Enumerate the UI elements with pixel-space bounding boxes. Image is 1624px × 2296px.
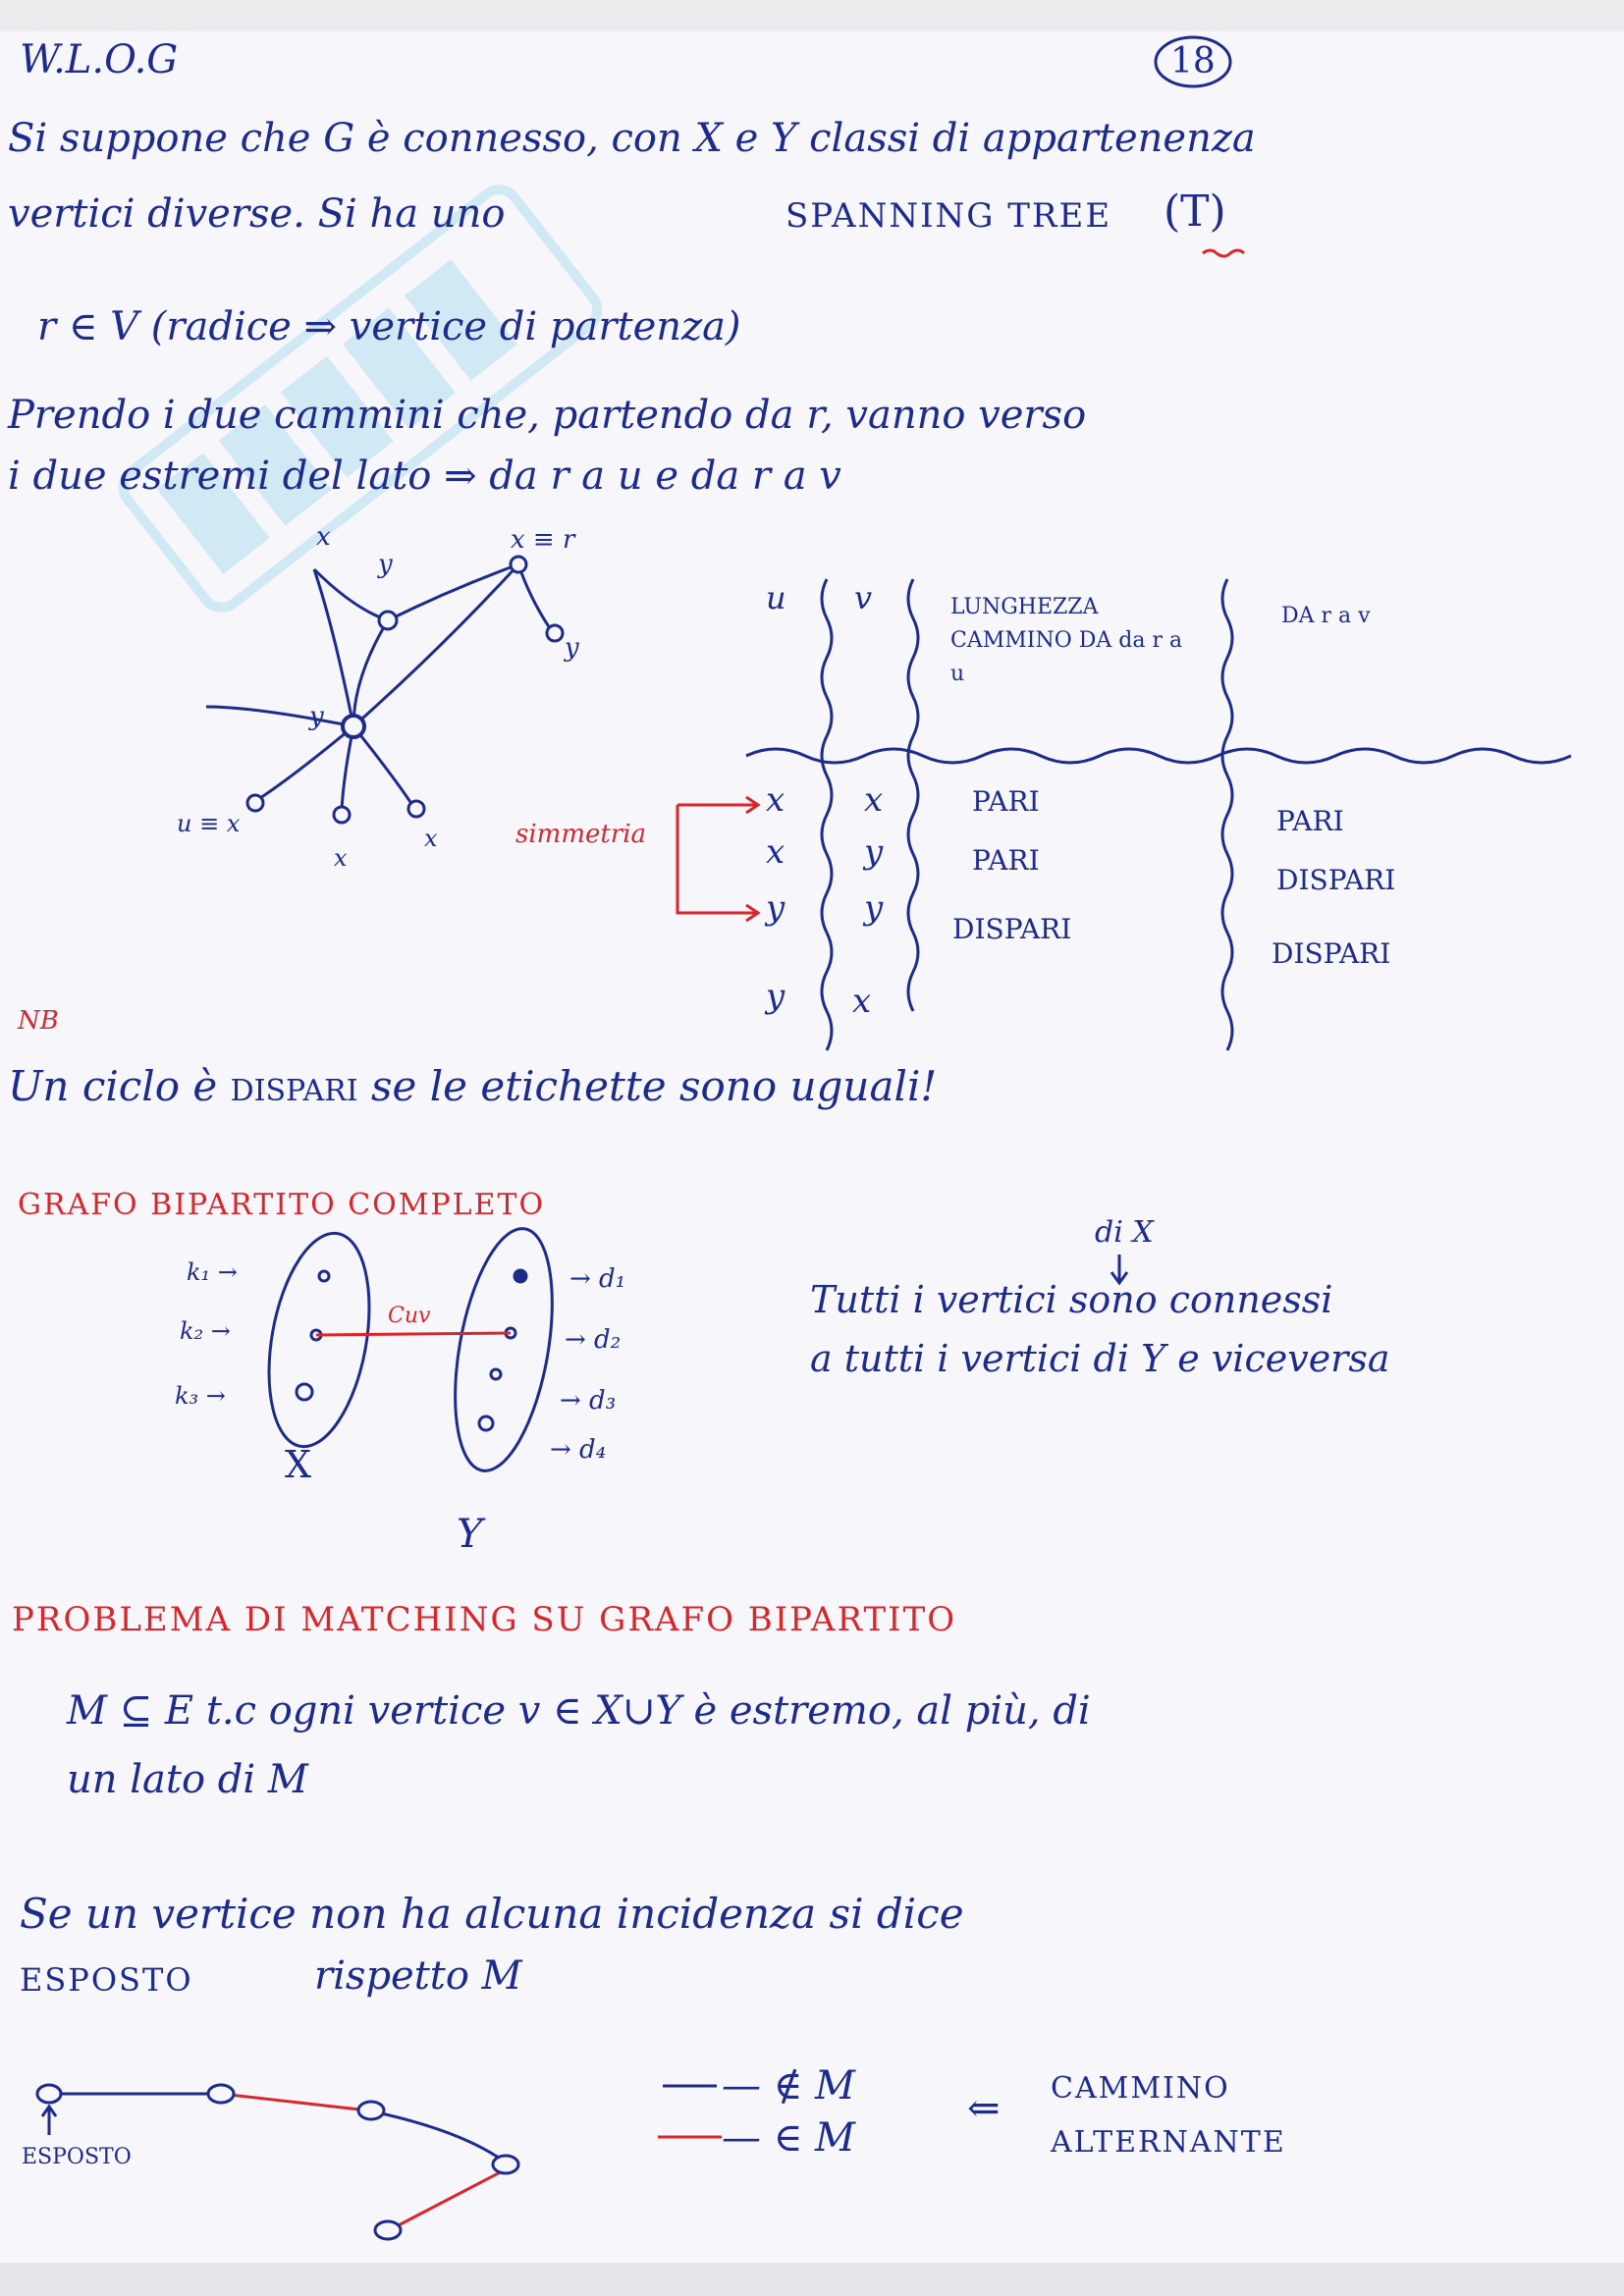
tree-label-u: u ≡ x xyxy=(177,810,241,837)
row1-ru: PARI xyxy=(972,785,1040,818)
right-label-d3: → d₃ xyxy=(560,1386,617,1415)
row1-v: x xyxy=(864,780,884,820)
note-line-1: Tutti i vertici sono connessi xyxy=(810,1278,1333,1321)
nb-text-post: se le xyxy=(370,1062,468,1110)
legend-not-in-m: — ∉ M xyxy=(722,2063,855,2109)
path-label-cammino: CAMMINO xyxy=(1051,2071,1230,2106)
exposed-line-1: Se un vertice non ha alcuna incidenza si dice xyxy=(20,1890,964,1938)
right-label-d1: → d₁ xyxy=(569,1264,626,1294)
tree-label-x-top: x xyxy=(316,522,331,552)
tree-label-x-right: x xyxy=(424,825,438,852)
row2-v: y xyxy=(864,832,884,872)
row3-v: y xyxy=(864,888,884,928)
row2-u: x xyxy=(766,832,785,872)
nb-dispari: DISPARI xyxy=(230,1074,358,1108)
row3-u: y xyxy=(766,888,785,928)
root-line: r ∈ V (radice ⇒ vertice di partenza) xyxy=(37,304,741,349)
exposed-term: ESPOSTO xyxy=(20,1961,193,1999)
scan-bottom-edge xyxy=(0,2263,1624,2296)
table-header-path-length: LUNGHEZZA CAMMINO DA da r a u xyxy=(950,595,1183,686)
note-di-x: di X xyxy=(1095,1215,1154,1250)
paths-line-2: i due estremi del lato ⇒ da r a u e da r a v xyxy=(8,454,841,499)
table-header-v: v xyxy=(854,579,873,616)
nb-text-mid: è xyxy=(192,1062,218,1110)
exposed-node-label: ESPOSTO xyxy=(22,2145,132,2169)
matching-def-line-1: M ⊆ E t.c ogni vertice v ∈ X∪Y è estremo, al più, di xyxy=(67,1688,1091,1734)
left-label-k2: k₂ → xyxy=(180,1317,231,1345)
section-title-matching: PROBLEMA DI MATCHING SU GRAFO BIPARTITO xyxy=(12,1600,957,1639)
nb-label: NB xyxy=(18,1006,59,1036)
nb-etichette: etichette xyxy=(480,1062,667,1110)
tree-label-x-bottom: x xyxy=(334,844,348,872)
legend-in-m: — ∈ M xyxy=(722,2115,855,2161)
tree-symbol: (T) xyxy=(1164,187,1226,237)
row1-u: x xyxy=(766,780,785,820)
edge-label-cuv: Cuv xyxy=(388,1304,431,1328)
section-title-complete-bipartite: GRAFO BIPARTITO COMPLETO xyxy=(18,1188,546,1222)
set-label-y: Y xyxy=(457,1512,483,1557)
tree-label-y-mid: y xyxy=(309,702,324,731)
exposed-line-2: rispetto M xyxy=(314,1953,522,1999)
row2-ru: PARI xyxy=(972,844,1040,877)
right-label-d2: → d₂ xyxy=(565,1325,622,1355)
intro-line-1: Si suppone che G è connesso, con X e Y classi di appartenenza xyxy=(8,116,1256,161)
table-header-rv: DA r a v xyxy=(1281,604,1371,628)
header-wlog: W.L.O.G xyxy=(20,37,179,82)
left-label-k1: k₁ → xyxy=(187,1258,238,1286)
nb-text-pre: Un xyxy=(8,1062,70,1110)
paths-line-1: Prendo i due cammini che, partendo da r, vanno verso xyxy=(8,393,1087,438)
matching-def-line-2: un lato di M xyxy=(67,1757,308,1802)
row3-rv: DISPARI xyxy=(1272,937,1391,970)
right-label-d4: → d₄ xyxy=(550,1435,607,1465)
spanning-tree-term: SPANNING TREE xyxy=(785,196,1112,236)
tree-label-y-right: y xyxy=(565,633,579,663)
row4-v: x xyxy=(852,982,872,1021)
implies-arrow: ⇐ xyxy=(967,2086,1001,2131)
symmetry-label: simmetria xyxy=(515,820,647,849)
note-line-2: a tutti i vertici di Y e viceversa xyxy=(810,1337,1390,1380)
path-label-alternante: ALTERNANTE xyxy=(1051,2125,1286,2160)
row1-rv: PARI xyxy=(1276,805,1344,837)
row4-u: y xyxy=(766,977,785,1016)
page-number: 18 xyxy=(1170,41,1216,81)
tree-label-root: x ≡ r xyxy=(511,525,575,555)
row2-rv: DISPARI xyxy=(1276,864,1396,896)
tree-label-y-inner: y xyxy=(378,550,393,579)
intro-line-2: vertici diverse. Si ha uno xyxy=(8,191,506,237)
left-label-k3: k₃ → xyxy=(175,1382,226,1410)
nb-text-end: sono uguali! xyxy=(678,1062,938,1110)
row3-ru: DISPARI xyxy=(952,913,1072,945)
nb-ciclo: ciclo xyxy=(81,1062,181,1110)
set-label-x: X xyxy=(285,1443,312,1486)
table-header-u: u xyxy=(766,579,786,616)
